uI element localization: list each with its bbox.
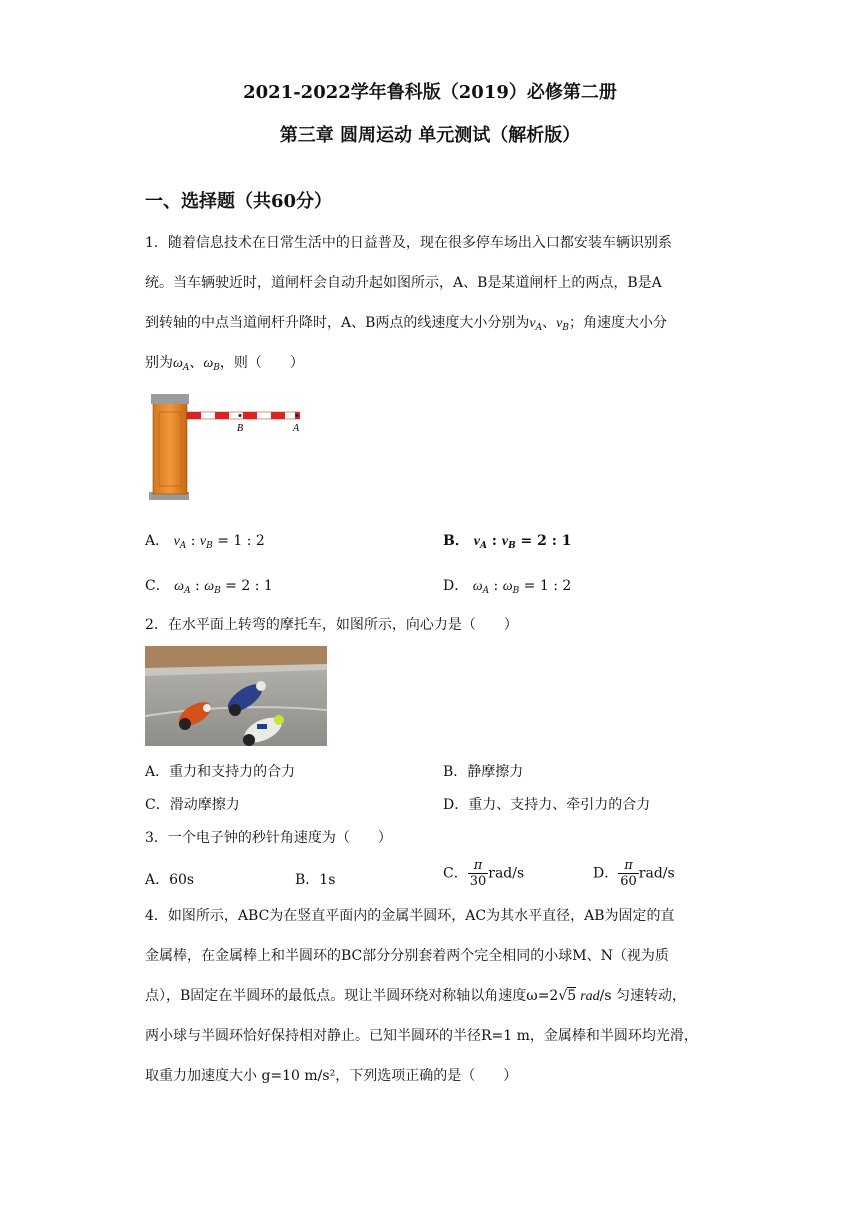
q4-stem-line5: 取重力加速度大小 g=10 m/s²，下列选项正确的是（ ）	[145, 1068, 518, 1084]
q3-option-c[interactable]: C． $\frac{\pi}{30}$ rad/s	[443, 858, 525, 889]
q1-stem-line1: 1．随着信息技术在日常生活中的日益普及，现在很多停车场出入口都安装车辆识别系	[145, 235, 672, 251]
q3-option-d[interactable]: D． $\frac{\pi}{60}$ rad/s	[593, 858, 675, 889]
figure-label-a: A	[293, 423, 300, 434]
section-title-choice: 一、选择题（共60分）	[145, 191, 333, 212]
q1-stem-line2: 统。当车辆驶近时，道闸杆会自动升起如图所示，A、B是某道闸杆上的两点，B是A	[145, 275, 662, 291]
q2-option-c[interactable]: C．滑动摩擦力	[145, 797, 240, 813]
barrier-gate-figure	[145, 388, 315, 506]
q1-option-a[interactable]: A． $v_A$ : $v_B = 1$ : 2	[145, 533, 265, 551]
q1-stem-line4: 别为$\omega_A$、$\omega_B$，则（ ）	[145, 355, 304, 373]
q3-option-a[interactable]: A．60s	[145, 872, 195, 888]
q1-option-c[interactable]: C． $\omega_A$ : $\omega_B = 2$ : 1	[145, 578, 273, 596]
q1-option-b[interactable]: B． $v_A$ : $v_B = 2$ : 1	[443, 533, 572, 551]
q2-option-a[interactable]: A．重力和支持力的合力	[145, 764, 296, 780]
figure-label-b: B	[237, 423, 244, 434]
document-title: 2021-2022学年鲁科版（2019）必修第二册	[243, 82, 617, 103]
motorcycle-photo	[145, 646, 327, 746]
q2-option-d[interactable]: D．重力、支持力、牵引力的合力	[443, 797, 651, 813]
q3-option-b[interactable]: B．1s	[295, 872, 336, 888]
q4-stem-line1: 4．如图所示，ABC为在竖直平面内的金属半圆环，AC为其水平直径，AB为固定的直	[145, 908, 675, 924]
q4-stem-line4: 两小球与半圆环恰好保持相对静止。已知半圆环的半径R=1 m，金属棒和半圆环均光滑，	[145, 1028, 698, 1044]
document-subtitle: 第三章 圆周运动 单元测试（解析版）	[279, 125, 581, 146]
q4-stem-line2: 金属棒，在金属棒上和半圆环的BC部分分别套着两个完全相同的小球M、N（视为质	[145, 948, 669, 964]
q1-stem-line3: 到转轴的中点当道闸杆升降时，A、B两点的线速度大小分别为$v_A$、$v_B$；角速度大小分	[145, 315, 667, 333]
q1-option-d[interactable]: D． $\omega_A$ : $\omega_B = 1$ : 2	[443, 578, 572, 596]
q2-stem: 2．在水平面上转弯的摩托车，如图所示，向心力是（ ）	[145, 617, 518, 633]
fraction-pi-30: $\frac{\pi}{30}$	[469, 858, 487, 889]
q2-option-b[interactable]: B．静摩擦力	[443, 764, 524, 780]
fraction-pi-60: $\frac{\pi}{60}$	[620, 858, 637, 889]
sqrt-symbol: √	[558, 988, 568, 1004]
q3-stem: 3．一个电子钟的秒针角速度为（ ）	[145, 830, 392, 846]
q4-stem-line3: 点），B固定在半圆环的最低点。现让半圆环绕对称轴以角速度ω=2√5 rad/s 匀速转动，	[145, 988, 686, 1004]
